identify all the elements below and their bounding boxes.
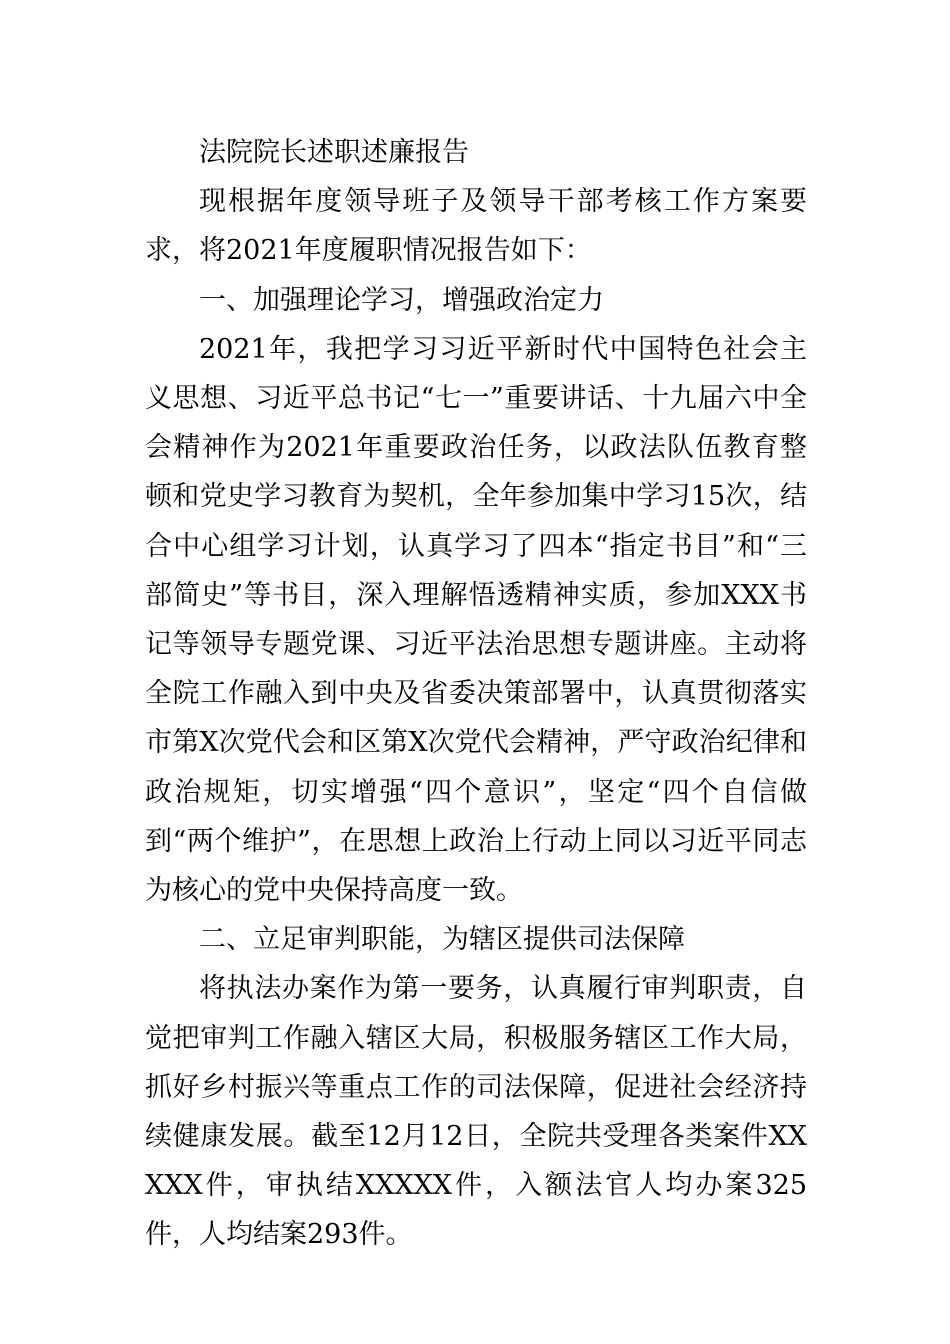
intro-paragraph: 现根据年度领导班子及领导干部考核工作方案要求，将2021年度履职情况报告如下： (145, 186, 807, 267)
section-2-paragraph: 将执法办案作为第一要务，认真履行审判职责，自觉把审判工作融入辖区大局，积极服务辖区工作大局，抓好乡村振兴等重点工作的司法保障，促进社会经济持续健康发展。截至12月12日，全院共受理各类案件XXXXX件，审执结XXXXX件，入额法官人均办案325件，人均结案293件。 (145, 973, 807, 1251)
section-1-paragraph: 2021年，我把学习习近平新时代中国特色社会主义思想、习近平总书记“七一”重要讲话、十九届六中全会精神作为2021年重要政治任务，以政法队伍教育整顿和党史学习教育为契机，全年参加集中学习15次，结合中心组学习计划，认真学习了四本“指定书目”和“三部简史”等书目，深入理解悟透精神实质，参加XXX书记等领导专题党课、习近平法治思想专题讲座。主动将全院工作融入到中央及省委决策部署中，认真贯彻落实市第X次党代会和区第X次党代会精神，严守政治纪律和政治规矩，切实增强“四个意识”，坚定“四个自信做到“两个维护”，在思想上政治上行动上同以习近平同志为核心的党中央保持高度一致。 (145, 333, 807, 907)
document-body (145, 128, 807, 1260)
section-1-heading: 一、加强理论学习，增强政治定力 (199, 284, 604, 316)
document-title: 法院院长述职述廉报告 (199, 137, 469, 168)
section-2-heading: 二、立足审判职能，为辖区提供司法保障 (199, 924, 685, 956)
